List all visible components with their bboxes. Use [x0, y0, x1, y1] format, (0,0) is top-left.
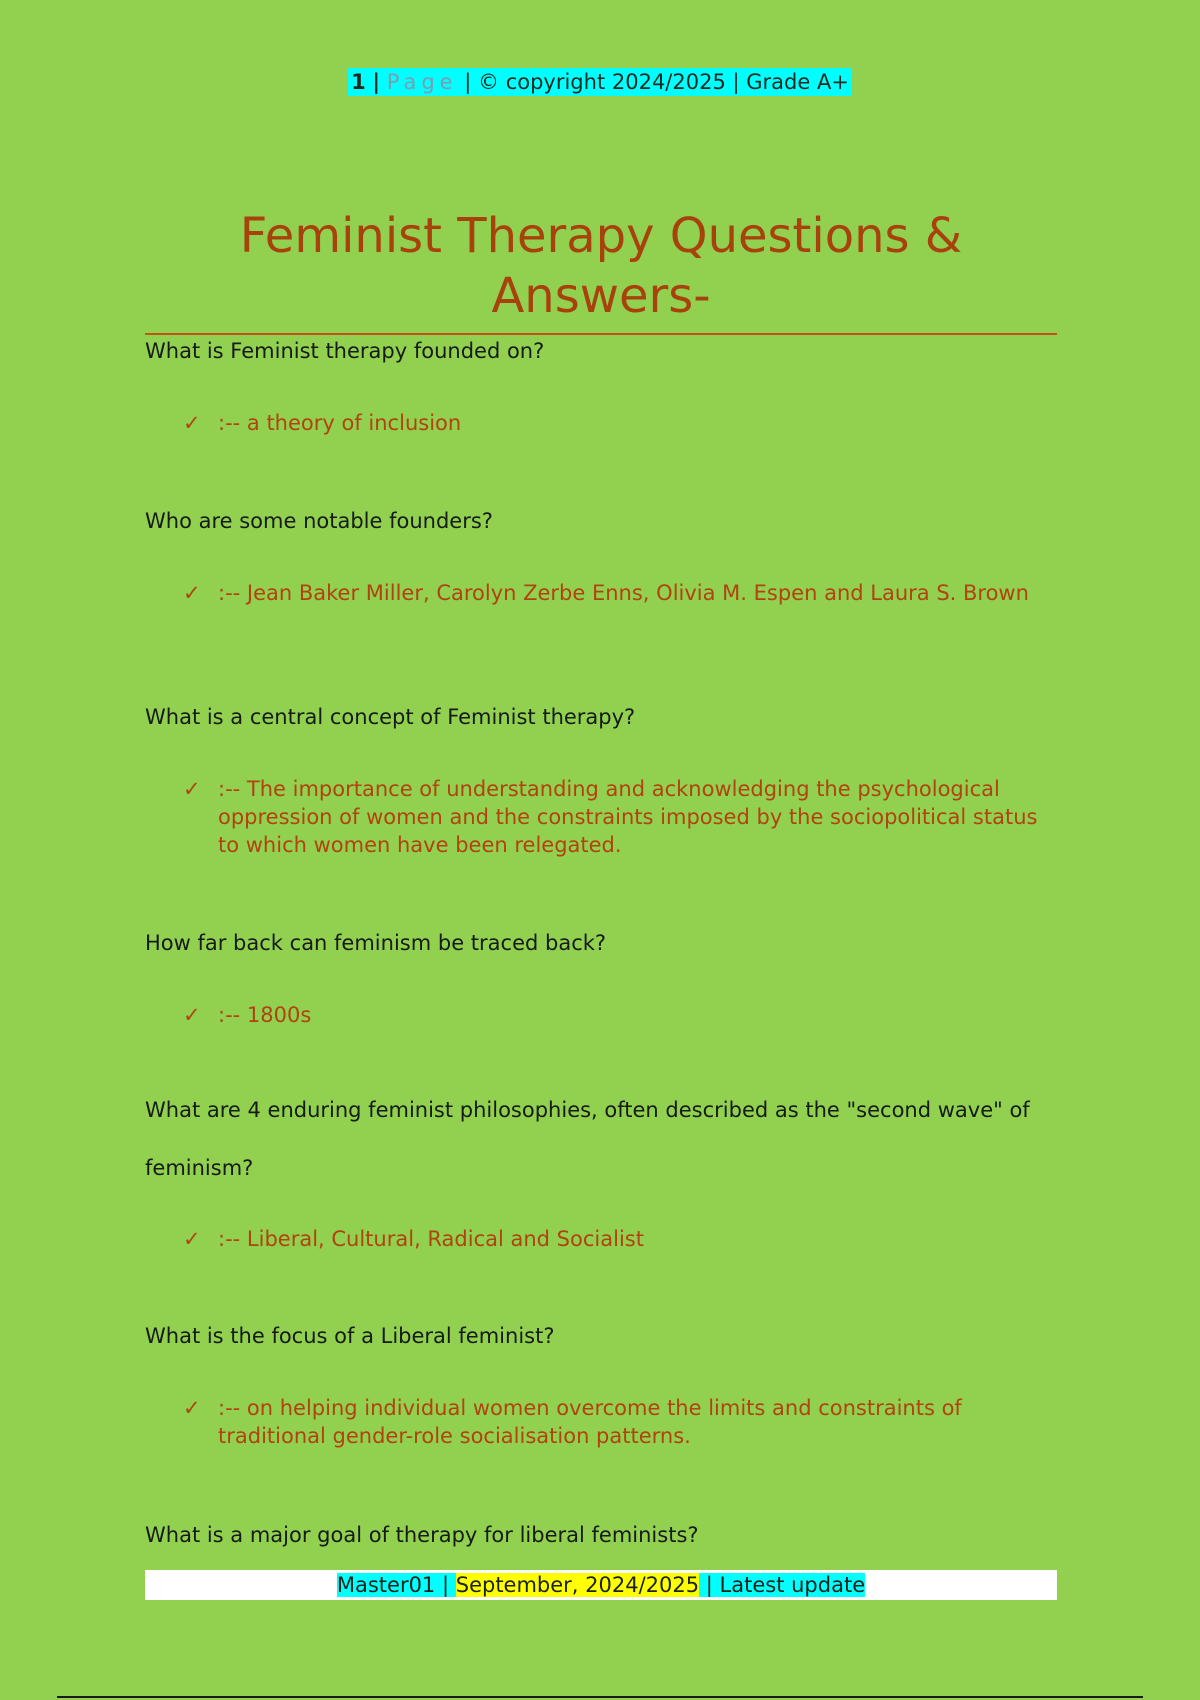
answer-block-1 [145, 409, 1057, 437]
copyright-text: | © copyright 2024/2025 | Grade A+ [464, 70, 849, 94]
question-text: Who are some notable founders? [145, 509, 493, 533]
page-word: Page [386, 70, 458, 94]
question-text: How far back can feminism be traced back? [145, 931, 607, 955]
answer-item [145, 775, 1057, 859]
document-title [145, 206, 1057, 326]
page-number-separator: | [372, 70, 381, 94]
qa-item-3 [145, 703, 1057, 731]
answer-text: :-- Liberal, Cultural, Radical and Socialist [218, 1227, 644, 1251]
question-text: What is Feminist therapy founded on? [145, 339, 545, 363]
footer-update: | Latest update [699, 1573, 866, 1597]
qa-item-4 [145, 929, 1057, 957]
answer-item [145, 579, 1057, 607]
checkmark-icon: ✓ [183, 1003, 201, 1027]
footer-author: Master01 | [336, 1573, 456, 1597]
checkmark-icon: ✓ [183, 1227, 201, 1251]
question-text: What is the focus of a Liberal feminist? [145, 1324, 555, 1348]
qa-item-7 [145, 1521, 1057, 1549]
answer-item [145, 1225, 1057, 1253]
answer-item [145, 1394, 1057, 1450]
qa-item-2 [145, 507, 1057, 535]
checkmark-icon: ✓ [183, 411, 201, 435]
answer-text: :-- Jean Baker Miller, Carolyn Zerbe Enns, Olivia M. Espen and Laura S. Brown [218, 581, 1029, 605]
answer-item [145, 409, 1057, 437]
answer-text: :-- The importance of understanding and acknowledging the psychological oppression of women and the constraints imposed by the sociopolitical status to which women have been relegated. [218, 777, 1038, 857]
qa-item-1 [145, 337, 1057, 365]
title-divider [145, 333, 1057, 335]
answer-block-2 [145, 579, 1057, 607]
document-title-line-1: Feminist Therapy Questions & [239, 208, 963, 264]
answer-item [145, 1001, 1057, 1029]
footer-date: September, 2024/2025 [455, 1573, 700, 1597]
document-title-line-2: Answers- [491, 268, 711, 324]
answer-block-4 [145, 1001, 1057, 1029]
page-footer [145, 1570, 1057, 1600]
question-text: What is a central concept of Feminist therapy? [145, 705, 636, 729]
checkmark-icon: ✓ [183, 777, 201, 801]
page-header-highlight [348, 68, 852, 96]
page-bottom-border [57, 1696, 1143, 1698]
qa-item-6 [145, 1322, 1057, 1350]
answer-block-5 [145, 1225, 1057, 1253]
checkmark-icon: ✓ [183, 581, 201, 605]
answer-block-6 [145, 1394, 1057, 1450]
answer-text: :-- 1800s [218, 1003, 312, 1027]
qa-item-5 [145, 1081, 1057, 1197]
answer-block-3 [145, 775, 1057, 859]
page-number: 1 [351, 70, 366, 94]
page-header [0, 70, 1200, 94]
checkmark-icon: ✓ [183, 1396, 201, 1420]
answer-text: :-- on helping individual women overcome the limits and constraints of traditional gender-role socialisation patterns. [218, 1396, 962, 1448]
question-text: What is a major goal of therapy for liberal feminists? [145, 1523, 699, 1547]
answer-text: :-- a theory of inclusion [218, 411, 462, 435]
question-text: What are 4 enduring feminist philosophies, often described as the "second wave" of feminism? [145, 1098, 1030, 1180]
